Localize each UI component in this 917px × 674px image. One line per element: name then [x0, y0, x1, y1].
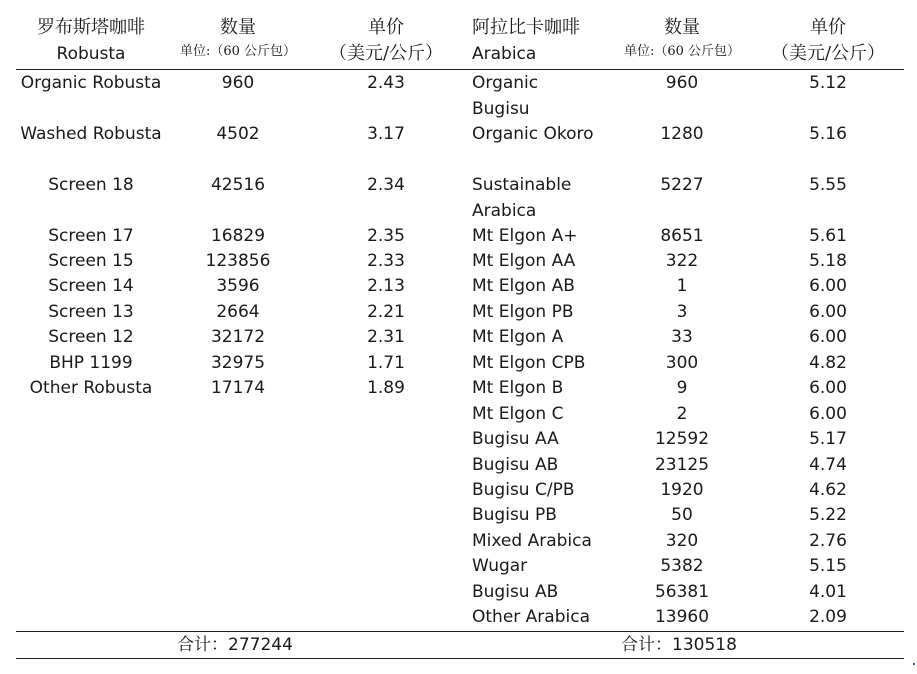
arabica-row-name: Mt Elgon A+ — [472, 226, 578, 246]
arabica-row-qty: 5227 — [660, 175, 704, 195]
arabica-row-qty: 1 — [676, 276, 688, 296]
robusta-row-qty: 17174 — [210, 378, 266, 398]
arabica-row-name: Mixed Arabica — [472, 531, 592, 551]
arabica-row-price: 6.00 — [809, 302, 847, 322]
arabica-row-qty: 2 — [676, 404, 688, 424]
arabica-row-name: Sustainable Arabica — [472, 175, 572, 221]
robusta-qty-header: 数量 — [220, 17, 256, 38]
robusta-row-price: 1.71 — [367, 353, 405, 373]
arabica-row-qty: 9 — [676, 378, 688, 398]
arabica-header-cn: 阿拉比卡咖啡 — [472, 17, 580, 38]
arabica-row-price: 5.16 — [809, 124, 847, 144]
arabica-row-qty: 5382 — [660, 556, 704, 576]
arabica-row-qty: 56381 — [654, 582, 710, 602]
arabica-row-name: Bugisu AB — [472, 582, 559, 602]
arabica-row-qty: 13960 — [654, 607, 710, 627]
arabica-row-name: Mt Elgon C — [472, 404, 564, 424]
arabica-row-price: 4.62 — [809, 480, 847, 500]
robusta-total-label: 合计： — [177, 635, 228, 655]
robusta-price-unit: （美元/公斤） — [328, 43, 444, 64]
robusta-row-price: 2.43 — [367, 73, 405, 93]
arabica-row-qty: 3 — [676, 302, 688, 322]
arabica-row-name: Bugisu PB — [472, 505, 557, 525]
robusta-row-qty: 123856 — [205, 251, 271, 271]
arabica-row-price: 4.01 — [809, 582, 847, 602]
arabica-row-name: Organic Bugisu — [472, 73, 539, 119]
robusta-row-name: BHP 1199 — [49, 353, 133, 373]
robusta-row-qty: 32975 — [210, 353, 266, 373]
arabica-row-price: 4.74 — [809, 455, 847, 475]
arabica-row-name: Bugisu AB — [472, 455, 559, 475]
arabica-row-price: 2.76 — [809, 531, 847, 551]
arabica-row-price: 6.00 — [809, 378, 847, 398]
arabica-row-qty: 960 — [665, 73, 699, 93]
arabica-row-qty: 300 — [665, 353, 699, 373]
robusta-total-value: 277244 — [228, 635, 293, 655]
total-divider-top — [16, 631, 904, 632]
robusta-total — [177, 633, 293, 657]
arabica-row-price: 5.12 — [809, 73, 847, 93]
robusta-row-name: Other Robusta — [29, 378, 153, 398]
arabica-row-name: Bugisu AA — [472, 429, 559, 449]
arabica-row-name: Mt Elgon A — [472, 327, 564, 347]
arabica-row-price: 5.55 — [809, 175, 847, 195]
arabica-total — [621, 633, 737, 657]
arabica-row-name: Mt Elgon CPB — [472, 353, 586, 373]
arabica-row-name: Mt Elgon AB — [472, 276, 575, 296]
arabica-row-qty: 12592 — [654, 429, 710, 449]
arabica-row-qty: 1280 — [660, 124, 704, 144]
arabica-row-qty: 23125 — [654, 455, 710, 475]
robusta-row-qty: 4502 — [216, 124, 260, 144]
total-divider-bottom — [16, 658, 904, 659]
robusta-price-header: 单价 — [368, 17, 404, 38]
robusta-row-qty: 32172 — [210, 327, 266, 347]
arabica-row-price: 2.09 — [809, 607, 847, 627]
robusta-row-qty: 16829 — [210, 226, 266, 246]
robusta-row-price: 2.35 — [367, 226, 405, 246]
arabica-price-unit: （美元/公斤） — [770, 43, 886, 64]
arabica-price-header: 单价 — [810, 17, 846, 38]
robusta-row-name: Screen 15 — [48, 251, 134, 271]
arabica-row-price: 6.00 — [809, 327, 847, 347]
arabica-row-price: 6.00 — [809, 404, 847, 424]
arabica-row-price: 4.82 — [809, 353, 847, 373]
robusta-row-name: Washed Robusta — [20, 124, 162, 144]
arabica-row-qty: 50 — [671, 505, 693, 525]
arabica-qty-unit: 单位:（60 公斤包） — [623, 44, 741, 59]
robusta-row-price: 2.13 — [367, 276, 405, 296]
robusta-row-name: Screen 17 — [48, 226, 134, 246]
robusta-row-name: Organic Robusta — [20, 73, 162, 93]
arabica-row-name: Mt Elgon B — [472, 378, 564, 398]
corner-mark — [913, 663, 915, 665]
robusta-row-price: 2.21 — [367, 302, 405, 322]
robusta-row-qty: 960 — [221, 73, 255, 93]
arabica-row-price: 5.61 — [809, 226, 847, 246]
robusta-row-name: Screen 13 — [48, 302, 134, 322]
robusta-row-qty: 2664 — [216, 302, 260, 322]
arabica-row-name: Wugar — [472, 556, 528, 576]
robusta-row-price: 2.31 — [367, 327, 405, 347]
robusta-row-price: 1.89 — [367, 378, 405, 398]
arabica-row-price: 5.17 — [809, 429, 847, 449]
robusta-row-price: 2.34 — [367, 175, 405, 195]
robusta-row-qty: 42516 — [210, 175, 266, 195]
arabica-header-en: Arabica — [472, 44, 537, 64]
arabica-total-label: 合计： — [621, 635, 672, 655]
robusta-row-name: Screen 14 — [48, 276, 134, 296]
arabica-row-price: 5.22 — [809, 505, 847, 525]
robusta-row-price: 3.17 — [367, 124, 405, 144]
robusta-qty-unit: 单位:（60 公斤包） — [179, 44, 297, 59]
arabica-row-price: 5.15 — [809, 556, 847, 576]
arabica-row-qty: 322 — [665, 251, 699, 271]
arabica-row-price: 6.00 — [809, 276, 847, 296]
robusta-header-en: Robusta — [56, 44, 126, 64]
arabica-row-name: Other Arabica — [472, 607, 590, 627]
arabica-qty-header: 数量 — [664, 17, 700, 38]
robusta-row-qty: 3596 — [216, 276, 260, 296]
robusta-header-cn: 罗布斯塔咖啡 — [37, 17, 145, 38]
arabica-row-qty: 8651 — [660, 226, 704, 246]
arabica-row-qty: 320 — [665, 531, 699, 551]
arabica-row-name: Mt Elgon PB — [472, 302, 574, 322]
robusta-row-name: Screen 12 — [48, 327, 134, 347]
arabica-row-name: Bugisu C/PB — [472, 480, 575, 500]
arabica-row-price: 5.18 — [809, 251, 847, 271]
robusta-row-price: 2.33 — [367, 251, 405, 271]
robusta-row-name: Screen 18 — [48, 175, 134, 195]
arabica-row-name: Mt Elgon AA — [472, 251, 576, 271]
header-divider — [16, 69, 904, 70]
arabica-row-qty: 33 — [671, 327, 693, 347]
arabica-row-qty: 1920 — [660, 480, 704, 500]
arabica-row-name: Organic Okoro — [472, 124, 594, 144]
arabica-total-value: 130518 — [672, 635, 737, 655]
